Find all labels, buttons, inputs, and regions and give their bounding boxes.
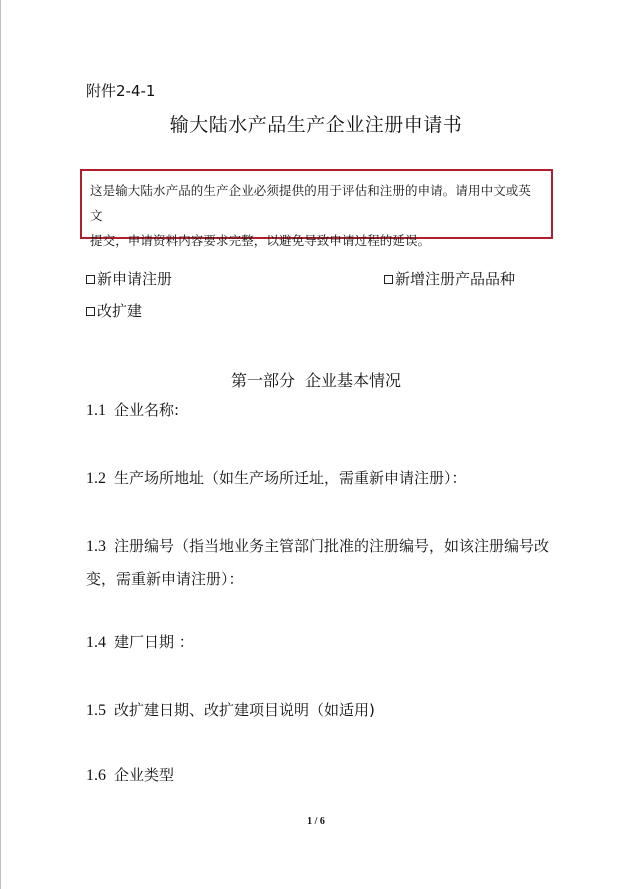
notice-line-2: 提交，申请资料内容要求完整，以避免导致申请过程的延误。 xyxy=(90,233,431,248)
form-item xyxy=(86,759,556,792)
item-number: 1.2 xyxy=(86,470,106,487)
item-label: 企业名称: xyxy=(114,401,180,419)
option-add-product[interactable] xyxy=(384,268,515,289)
item-number: 1.1 xyxy=(86,402,106,419)
item-number: 1.6 xyxy=(86,767,106,784)
option-label: 新增注册产品品种 xyxy=(395,270,516,288)
item-label: 改扩建日期、改扩建项目说明（如适用) xyxy=(114,701,375,719)
option-new-registration[interactable] xyxy=(86,268,172,289)
form-item xyxy=(86,530,556,595)
checkbox-icon[interactable] xyxy=(384,275,393,284)
item-number: 1.5 xyxy=(86,702,106,719)
section-name: 企业基本情况 xyxy=(305,371,402,390)
section-part: 第一部分 xyxy=(230,371,295,390)
item-label: 建厂日期 ： xyxy=(114,633,194,651)
page-number: 1 / 6 xyxy=(307,816,325,827)
notice-box xyxy=(80,169,553,248)
item-label: 企业类型 xyxy=(114,766,175,784)
item-label: 注册编号（指当地业务主管部门批准的注册编号，如该注册编号改变，需重新申请注册）： xyxy=(86,537,550,588)
form-item xyxy=(86,462,556,495)
item-label: 生产场所地址（如生产场所迁址，需重新申请注册）： xyxy=(114,469,467,487)
section-title xyxy=(0,368,632,391)
form-item xyxy=(86,626,556,659)
checkbox-icon[interactable] xyxy=(86,307,95,316)
document-title: 输大陆水产品生产企业注册申请书 xyxy=(169,114,463,136)
annex-label: 附件2-4-1 xyxy=(86,82,156,100)
checkbox-icon[interactable] xyxy=(86,275,95,284)
option-label: 新申请注册 xyxy=(97,270,173,288)
form-item xyxy=(86,394,556,427)
item-number: 1.3 xyxy=(86,538,106,555)
item-number: 1.4 xyxy=(86,634,106,651)
option-label: 改扩建 xyxy=(97,302,143,320)
option-expansion[interactable] xyxy=(86,300,142,321)
form-item xyxy=(86,694,556,727)
notice-line-1: 这是输大陆水产品的生产企业必须提供的用于评估和注册的申请。请用中文或英文 xyxy=(90,183,532,223)
